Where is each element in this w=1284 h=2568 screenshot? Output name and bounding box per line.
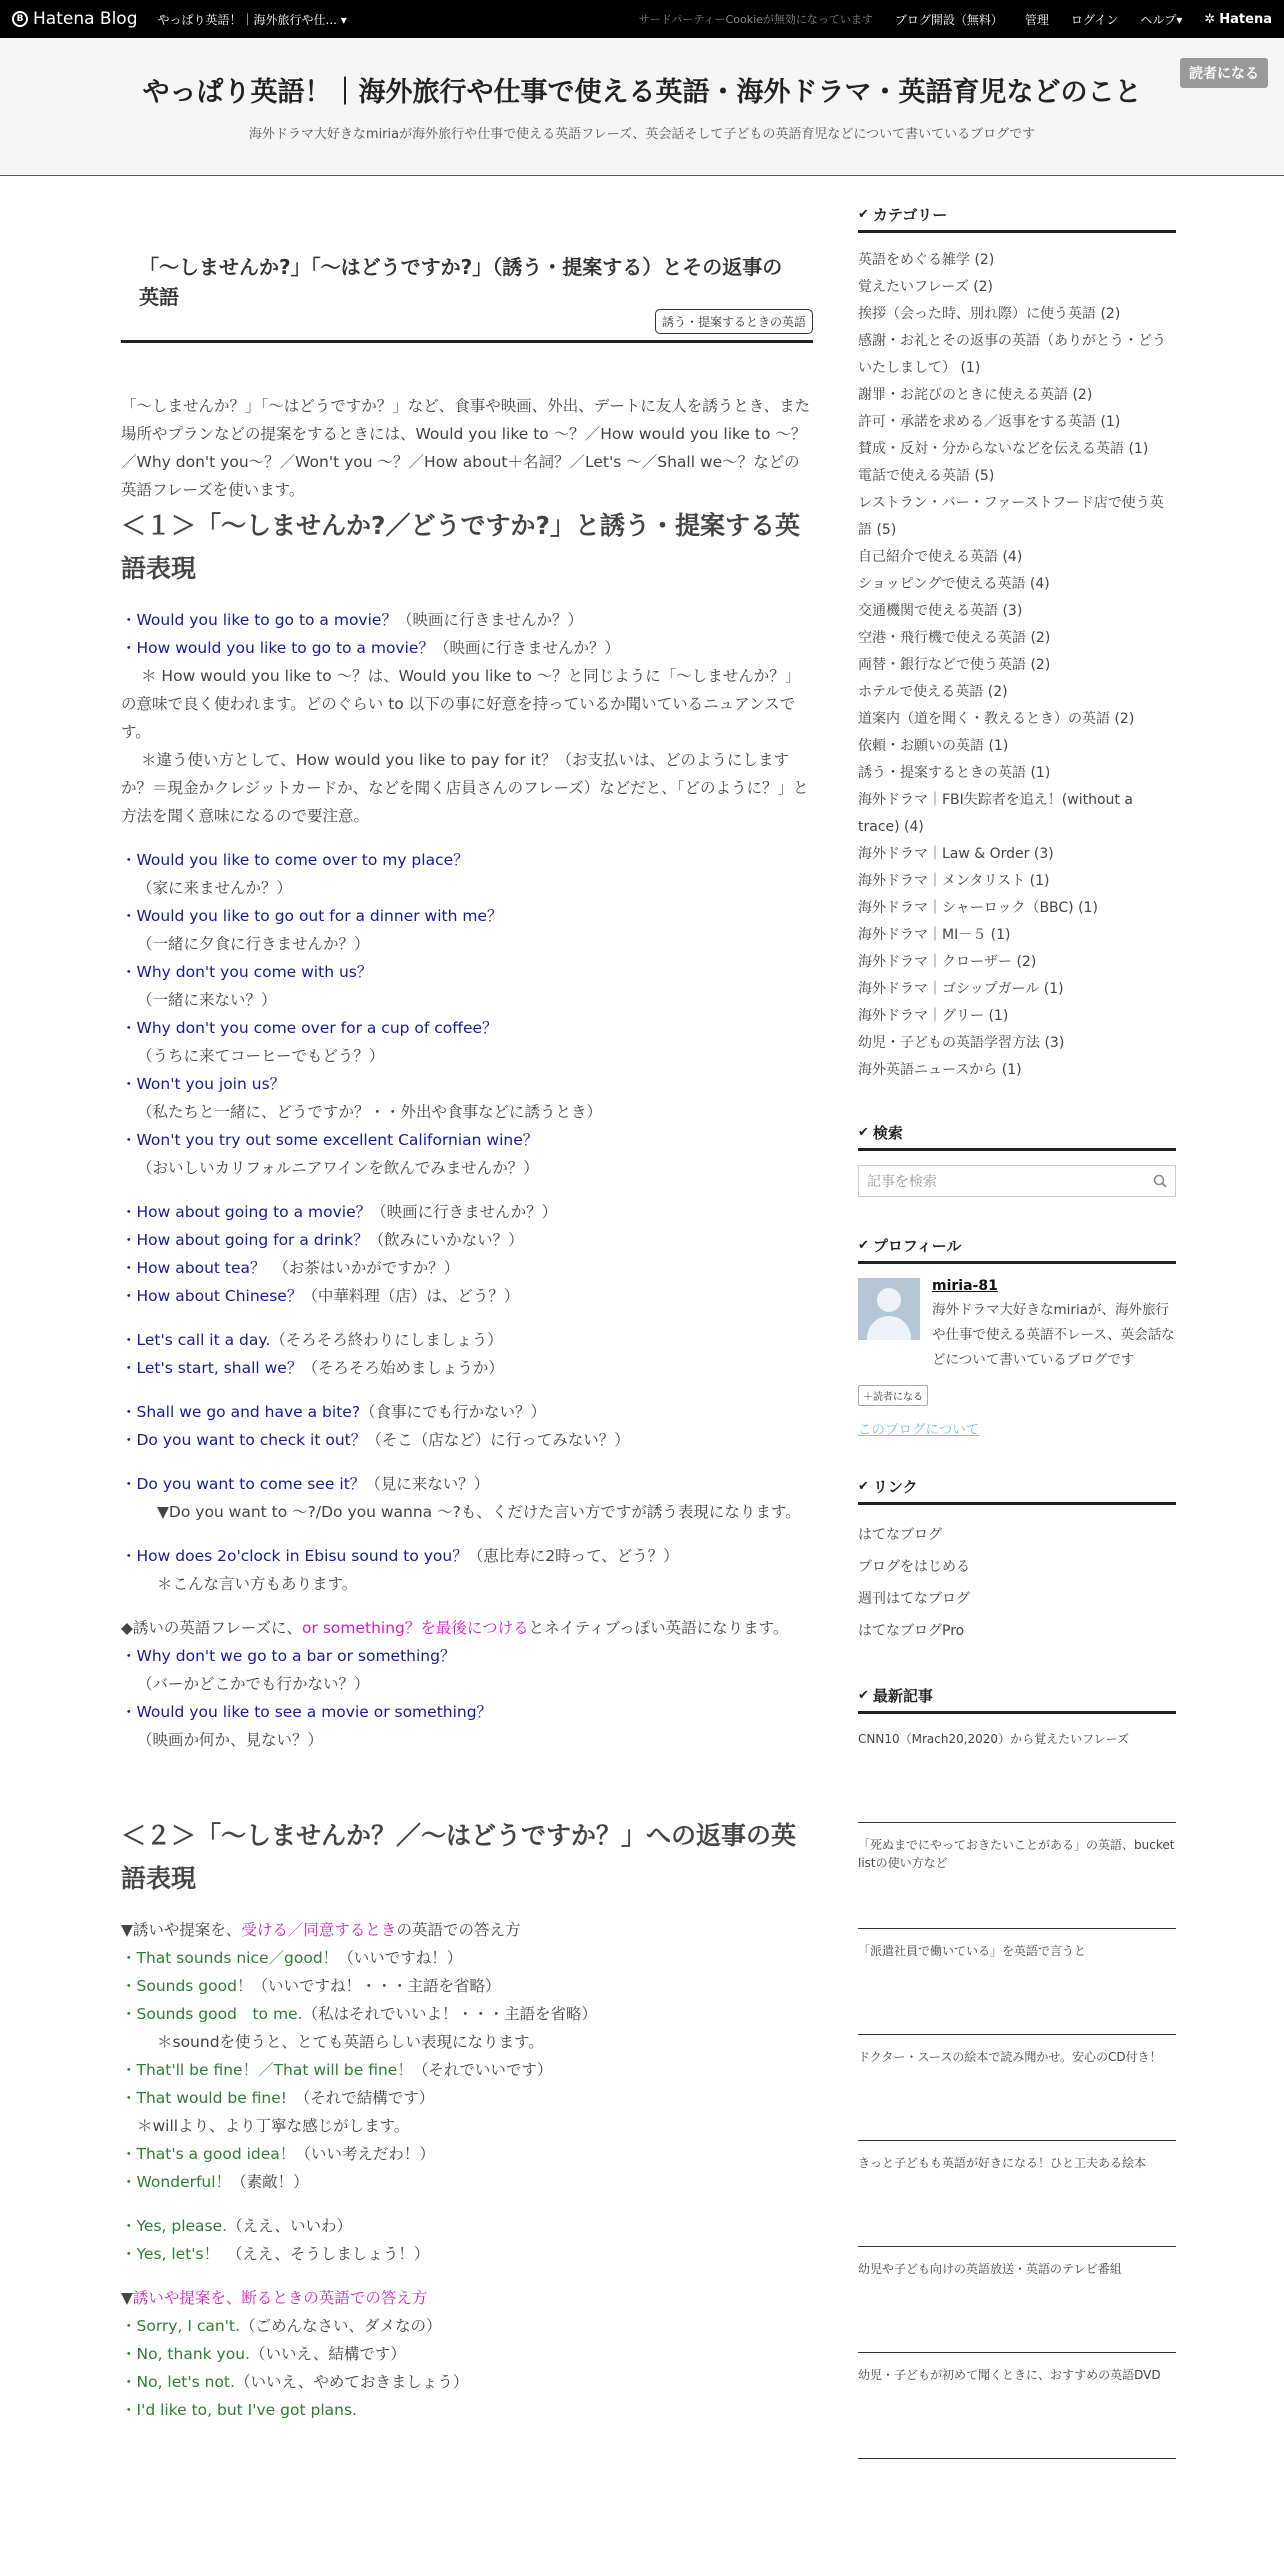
example-phrase: ・Would you like to see a movie or something？ [121, 1703, 493, 1721]
example-translation: （おいしいカリフォルニアワインを飲んでみませんか？） [137, 1159, 539, 1177]
check-icon: ✔ [858, 1479, 869, 1494]
example-line: ・How about going for a drink？（飲みにいかない？） [121, 1231, 524, 1249]
example-line: ・Shall we go and have a bite?（食事にでも行かない？） [121, 1403, 547, 1421]
sidebar-link[interactable]: はてなブログPro [858, 1623, 965, 1639]
search-input[interactable] [858, 1165, 1176, 1197]
section-heading-reply: ＜２＞「～しませんか？／～はどうですか？」への返事の英語表現 [121, 1821, 797, 1893]
category-link[interactable]: 自己紹介で使える英語 (4) [858, 549, 1023, 565]
example-line: ・Let's start, shall we？（そろそろ始めましょうか） [121, 1359, 504, 1377]
tip-paragraph: ◆誘いの英語フレーズに、or something？を最後につけるとネイティブっぽい英語になります。 [121, 1619, 789, 1637]
category-link[interactable]: 海外ドラマ｜FBI失踪者を追え！(without a trace) (4) [858, 792, 1133, 835]
category-link[interactable]: 海外ドラマ｜ゴシップガール (1) [858, 981, 1064, 997]
note-paragraph: ＊こんな言い方もあります。 [157, 1575, 358, 1593]
blog-header [0, 38, 1284, 176]
profile-name[interactable]: miria-81 [932, 1278, 998, 1294]
example-line: ・That'll be fine！／That will be fine！（それでいいです） [121, 2061, 553, 2079]
profile-module [858, 1235, 1176, 1438]
note-paragraph: ＊違う使い方として、How would you like to pay for it？（お支払いは、どのようにしますか？＝現金かクレジットカードか、などを聞く店員さんのフレーズ）などだと、「どのように？」と方法を聞く意味になるので要注意。 [121, 751, 809, 825]
entry-category-tag[interactable]: 誘う・提案するときの英語 [655, 309, 813, 334]
example-phrase: ・Won't you join us？ [121, 1075, 286, 1093]
example-phrase: ・Why don't you come over for a cup of coffee？ [121, 1019, 498, 1037]
example-line: ・That's a good idea！（いい考えだわ！） [121, 2145, 435, 2163]
sidebar-link[interactable]: はてなブログ [858, 1527, 942, 1543]
recent-entry-link[interactable]: 「派遣社員で働いている」を英語で言うと [858, 1942, 1176, 2035]
main-content [121, 252, 813, 2424]
example-line: ・How does 2o'clock in Ebisu sound to you？（恵比寿に2時って、どう？） [121, 1547, 679, 1565]
recent-entry-link[interactable]: 幼児や子ども向けの英語放送・英語のテレビ番組 [858, 2260, 1176, 2353]
subscribe-button[interactable]: 読者になる [1180, 58, 1268, 88]
example-group [121, 1198, 813, 1310]
blog-description: 海外ドラマ大好きなmiriaが海外旅行や仕事で使える英語フレーズ、英会話そして子どもの英語育児などについて書いているブログです [248, 127, 1036, 142]
example-line: ・Do you want to come see it？（見に来ない？） [121, 1475, 490, 1493]
recent-list [858, 1730, 1176, 2459]
example-line: ・Sounds good to me.（私はそれでいいよ！・・・主語を省略） [121, 2005, 598, 2023]
cookie-notice: サードパーティーCookieが無効になっています [638, 13, 873, 26]
caret-down-icon: ▾ [340, 12, 347, 27]
example-line: ・No, thank you.（いいえ、結構です） [121, 2345, 406, 2363]
category-link[interactable]: レストラン・バー・ファーストフード店で使う英語 (5) [858, 495, 1164, 538]
subheading-decline: ▼誘いや提案を、断るときの英語での答え方 [121, 2289, 428, 2307]
example-translation: （バーかどこかでも行かない？） [137, 1675, 370, 1693]
example-line: ・No, let's not.（いいえ、やめておきましょう） [121, 2373, 469, 2391]
category-link[interactable]: 賛成・反対・分からないなどを伝える英語 (1) [858, 441, 1149, 457]
category-link[interactable]: 海外ドラマ｜クローザー (2) [858, 954, 1037, 970]
categories-title: ✔ カテゴリー [858, 204, 1176, 233]
search-icon[interactable] [1153, 1174, 1167, 1188]
profile-description: 海外ドラマ大好きなmiriaが、海外旅行や仕事で使える英語不レース、英会話などについて書いているブログです [932, 1302, 1175, 1368]
sidebar-link[interactable]: 週刊はてなブログ [858, 1591, 970, 1607]
example-translation: （一緒に夕食に行きませんか？） [137, 935, 370, 953]
example-group [121, 1642, 813, 1754]
blog-switcher-label: やっぱり英語！｜海外旅行や仕... [157, 12, 337, 27]
recent-entry-link[interactable]: ドクター・スースの絵本で読み聞かせ。安心のCD付き！ [858, 2048, 1176, 2141]
plus-icon: ＋ [863, 1392, 873, 1403]
about-blog-link[interactable]: このブログについて [858, 1422, 980, 1438]
links-title: ✔ リンク [858, 1476, 1176, 1505]
category-link[interactable]: 謝罪・お詫びのときに使える英語 (2) [858, 387, 1093, 403]
note-paragraph: ▼Do you want to ～?/Do you wanna ～?も、くだけた言い方ですが誘う表現になります。 [157, 1503, 801, 1521]
example-line: ・Let's call it a day.（そろそろ終わりにしましょう） [121, 1331, 503, 1349]
category-link[interactable]: 海外ドラマ｜メンタリスト (1) [858, 873, 1050, 889]
example-line: ・Sounds good！（いいですね！・・・主語を省略） [121, 1977, 501, 1995]
example-line: ・I'd like to, but I've got plans. [121, 2401, 357, 2419]
category-list [858, 247, 1176, 1084]
hatena-logo[interactable] [1204, 12, 1272, 27]
example-translation: （うちに来てコーヒーでもどう？） [137, 1047, 385, 1065]
note-paragraph: ＊ How would you like to ～？は、Would you like to ～？と同じように「～しませんか？」の意味で良く使われます。どのぐらい to 以下の事に好意を持っているか聞いているニュアンスです。 [121, 667, 801, 741]
example-group [121, 1398, 813, 1454]
example-line: ・Wonderful！（素敵！） [121, 2173, 309, 2191]
example-line: ・How would you like to go to a movie？（映画に行きませんか？） [121, 639, 620, 657]
example-phrase: ・Would you like to go out for a dinner with me？ [121, 907, 503, 925]
category-link[interactable]: 感謝・お礼とその返事の英語（ありがとう・どういたしまして） (1) [858, 333, 1166, 376]
example-line: ・That sounds nice／good！（いいですね！） [121, 1949, 463, 1967]
example-group [121, 1326, 813, 1382]
hatena-blog-logo[interactable] [12, 9, 138, 29]
search-placeholder: 記事を検索 [867, 1174, 937, 1190]
hatena-logo-text: Hatena [1219, 11, 1272, 27]
check-icon: ✔ [858, 1238, 869, 1253]
caret-down-icon: ▾ [1176, 12, 1183, 27]
category-link[interactable]: 海外ドラマ｜Law & Order (3) [858, 846, 1054, 862]
section-heading-invite: ＜１＞「～しませんか?／どうですか?」と誘う・提案する英語表現 [121, 511, 801, 583]
category-link[interactable]: 海外英語ニュースから (1) [858, 1062, 1022, 1078]
check-icon: ✔ [858, 1125, 869, 1140]
example-line: ・That would be fine! （それで結構です） [121, 2089, 435, 2107]
example-translation: （家に来ませんか？） [137, 879, 293, 897]
subheading-accept: ▼誘いや提案を、受ける／同意するときの英語での答え方 [121, 1921, 521, 1939]
example-translation: （映画か何か、見ない？） [137, 1731, 324, 1749]
category-link[interactable]: 海外ドラマ｜MI－５ (1) [858, 927, 1011, 943]
example-line: ・Would you like to go to a movie？（映画に行きませんか？） [121, 611, 583, 629]
recent-entry-link[interactable]: CNN10（Mrach20,2020）から覚えたいフレーズ [858, 1730, 1176, 1823]
link-list [858, 1519, 1176, 1647]
category-link[interactable]: 両替・銀行などで使う英語 (2) [858, 657, 1051, 673]
category-link[interactable]: 海外ドラマ｜グリー (1) [858, 1008, 1009, 1024]
recent-entry-link[interactable]: きっと子どもも英語が好きになる！ひと工夫ある絵本 [858, 2154, 1176, 2247]
blog-switcher[interactable] [158, 11, 347, 28]
example-phrase: ・Why don't we go to a bar or something？ [121, 1647, 456, 1665]
category-link[interactable]: 覚えたいフレーズ (2) [858, 279, 994, 295]
search-title: ✔ 検索 [858, 1122, 1176, 1151]
recent-entry-link[interactable]: 幼児・子どもが初めて聞くときに、おすすめの英語DVD [858, 2366, 1176, 2459]
example-line: ・Do you want to check it out？（そこ（店など）に行ってみない？） [121, 1431, 630, 1449]
example-line: ・Yes, please.（ええ、いいわ） [121, 2217, 353, 2235]
example-line: ・Yes, let's！ （ええ、そうしましょう！） [121, 2245, 430, 2263]
example-line: ・How about Chinese？（中華料理（店）は、どう？） [121, 1287, 520, 1305]
nav-link-login[interactable]: ログイン [1070, 12, 1119, 27]
example-phrase: ・Won't you try out some excellent Californian wine？ [121, 1131, 539, 1149]
example-translation: （私たちと一緒に、どうですか？・・外出や食事などに誘うとき） [137, 1103, 603, 1121]
category-link[interactable]: ショッピングで使える英語 (4) [858, 576, 1050, 592]
recent-module [858, 1685, 1176, 2459]
check-icon: ✔ [858, 1688, 869, 1703]
category-link[interactable]: 幼児・子どもの英語学習方法 (3) [858, 1035, 1065, 1051]
example-line: ・How about going to a movie？（映画に行きませんか？） [121, 1203, 558, 1221]
example-translation: （一緒に来ない？） [137, 991, 277, 1009]
category-link[interactable]: 誘う・提案するときの英語 (1) [858, 765, 1051, 781]
example-group [121, 846, 813, 1182]
sidebar-link[interactable]: ブログをはじめる [858, 1559, 970, 1575]
profile-subscribe-button[interactable]: ＋読者になる [858, 1385, 928, 1406]
note-paragraph: ＊soundを使うと、とても英語らしい表現になります。 [157, 2033, 544, 2051]
example-phrase: ・Would you like to come over to my place？ [121, 851, 469, 869]
entry-body [121, 392, 813, 2424]
avatar[interactable] [858, 1278, 920, 1340]
recent-title: ✔ 最新記事 [858, 1685, 1176, 1714]
categories-module [858, 204, 1176, 1084]
example-line: ・How about tea？ （お茶はいかがですか？） [121, 1259, 460, 1277]
profile-title: ✔ プロフィール [858, 1235, 1176, 1264]
category-link[interactable]: 交通機関で使える英語 (3) [858, 603, 1023, 619]
category-link[interactable]: 海外ドラマ｜シャーロック（BBC) (1) [858, 900, 1098, 916]
category-link[interactable]: 許可・承諾を求める／返事をする英語 (1) [858, 414, 1121, 430]
category-link[interactable]: 挨拶（会った時、別れ際）に使う英語 (2) [858, 306, 1121, 322]
check-icon: ✔ [858, 207, 869, 222]
entry-title[interactable]: 「～しませんか?」「～はどうですか?」（誘う・提案する）とその返事の英語 [139, 255, 783, 309]
category-link[interactable]: 道案内（道を聞く・教えるとき）の英語 (2) [858, 711, 1135, 727]
global-header [0, 0, 1284, 38]
nav-link-admin[interactable]: 管理 [1024, 12, 1049, 27]
title-divider [121, 340, 813, 343]
category-link[interactable]: ホテルで使える英語 (2) [858, 684, 1008, 700]
note-paragraph: ＊willより、より丁寧な感じがします。 [137, 2117, 410, 2135]
intro-paragraph: 「～しませんか？」「～はどうですか？」など、食事や映画、外出、デートに友人を誘うとき、また場所やプランなどの提案をするときには、Would you like to ～？／How would you like to ～？／Why don't you～？／Won't you ～？／How about＋名詞？／Let's ～／Shall we～？などの英語フレーズを使います。 [121, 397, 811, 499]
hatena-star-icon: ✲ [1204, 11, 1216, 27]
search-module [858, 1122, 1176, 1197]
category-link[interactable]: 依頼・お願いの英語 (1) [858, 738, 1009, 754]
nav-link-help-label: ヘルプ [1140, 12, 1177, 27]
hatena-blog-logo-text: Hatena Blog [33, 9, 138, 29]
recent-entry-link[interactable]: 「死ぬまでにやっておきたいことがある」の英語、bucket listの使い方など [858, 1836, 1176, 1929]
nav-link-open-blog[interactable]: ブログ開設（無料） [894, 12, 1003, 27]
category-link[interactable]: 英語をめぐる雑学 (2) [858, 252, 995, 268]
nav-link-help[interactable] [1140, 11, 1182, 28]
category-link[interactable]: 空港・飛行機で使える英語 (2) [858, 630, 1051, 646]
links-module [858, 1476, 1176, 1647]
example-line: ・Sorry, I can't.（ごめんなさい、ダメなの） [121, 2317, 442, 2335]
sidebar [858, 204, 1176, 2497]
hatena-blog-icon: B [12, 11, 28, 27]
blog-title[interactable]: やっぱり英語！｜海外旅行や仕事で使える英語・海外ドラマ・英語育児などのこと [142, 77, 1142, 108]
category-link[interactable]: 電話で使える英語 (5) [858, 468, 995, 484]
example-phrase: ・Why don't you come with us？ [121, 963, 373, 981]
